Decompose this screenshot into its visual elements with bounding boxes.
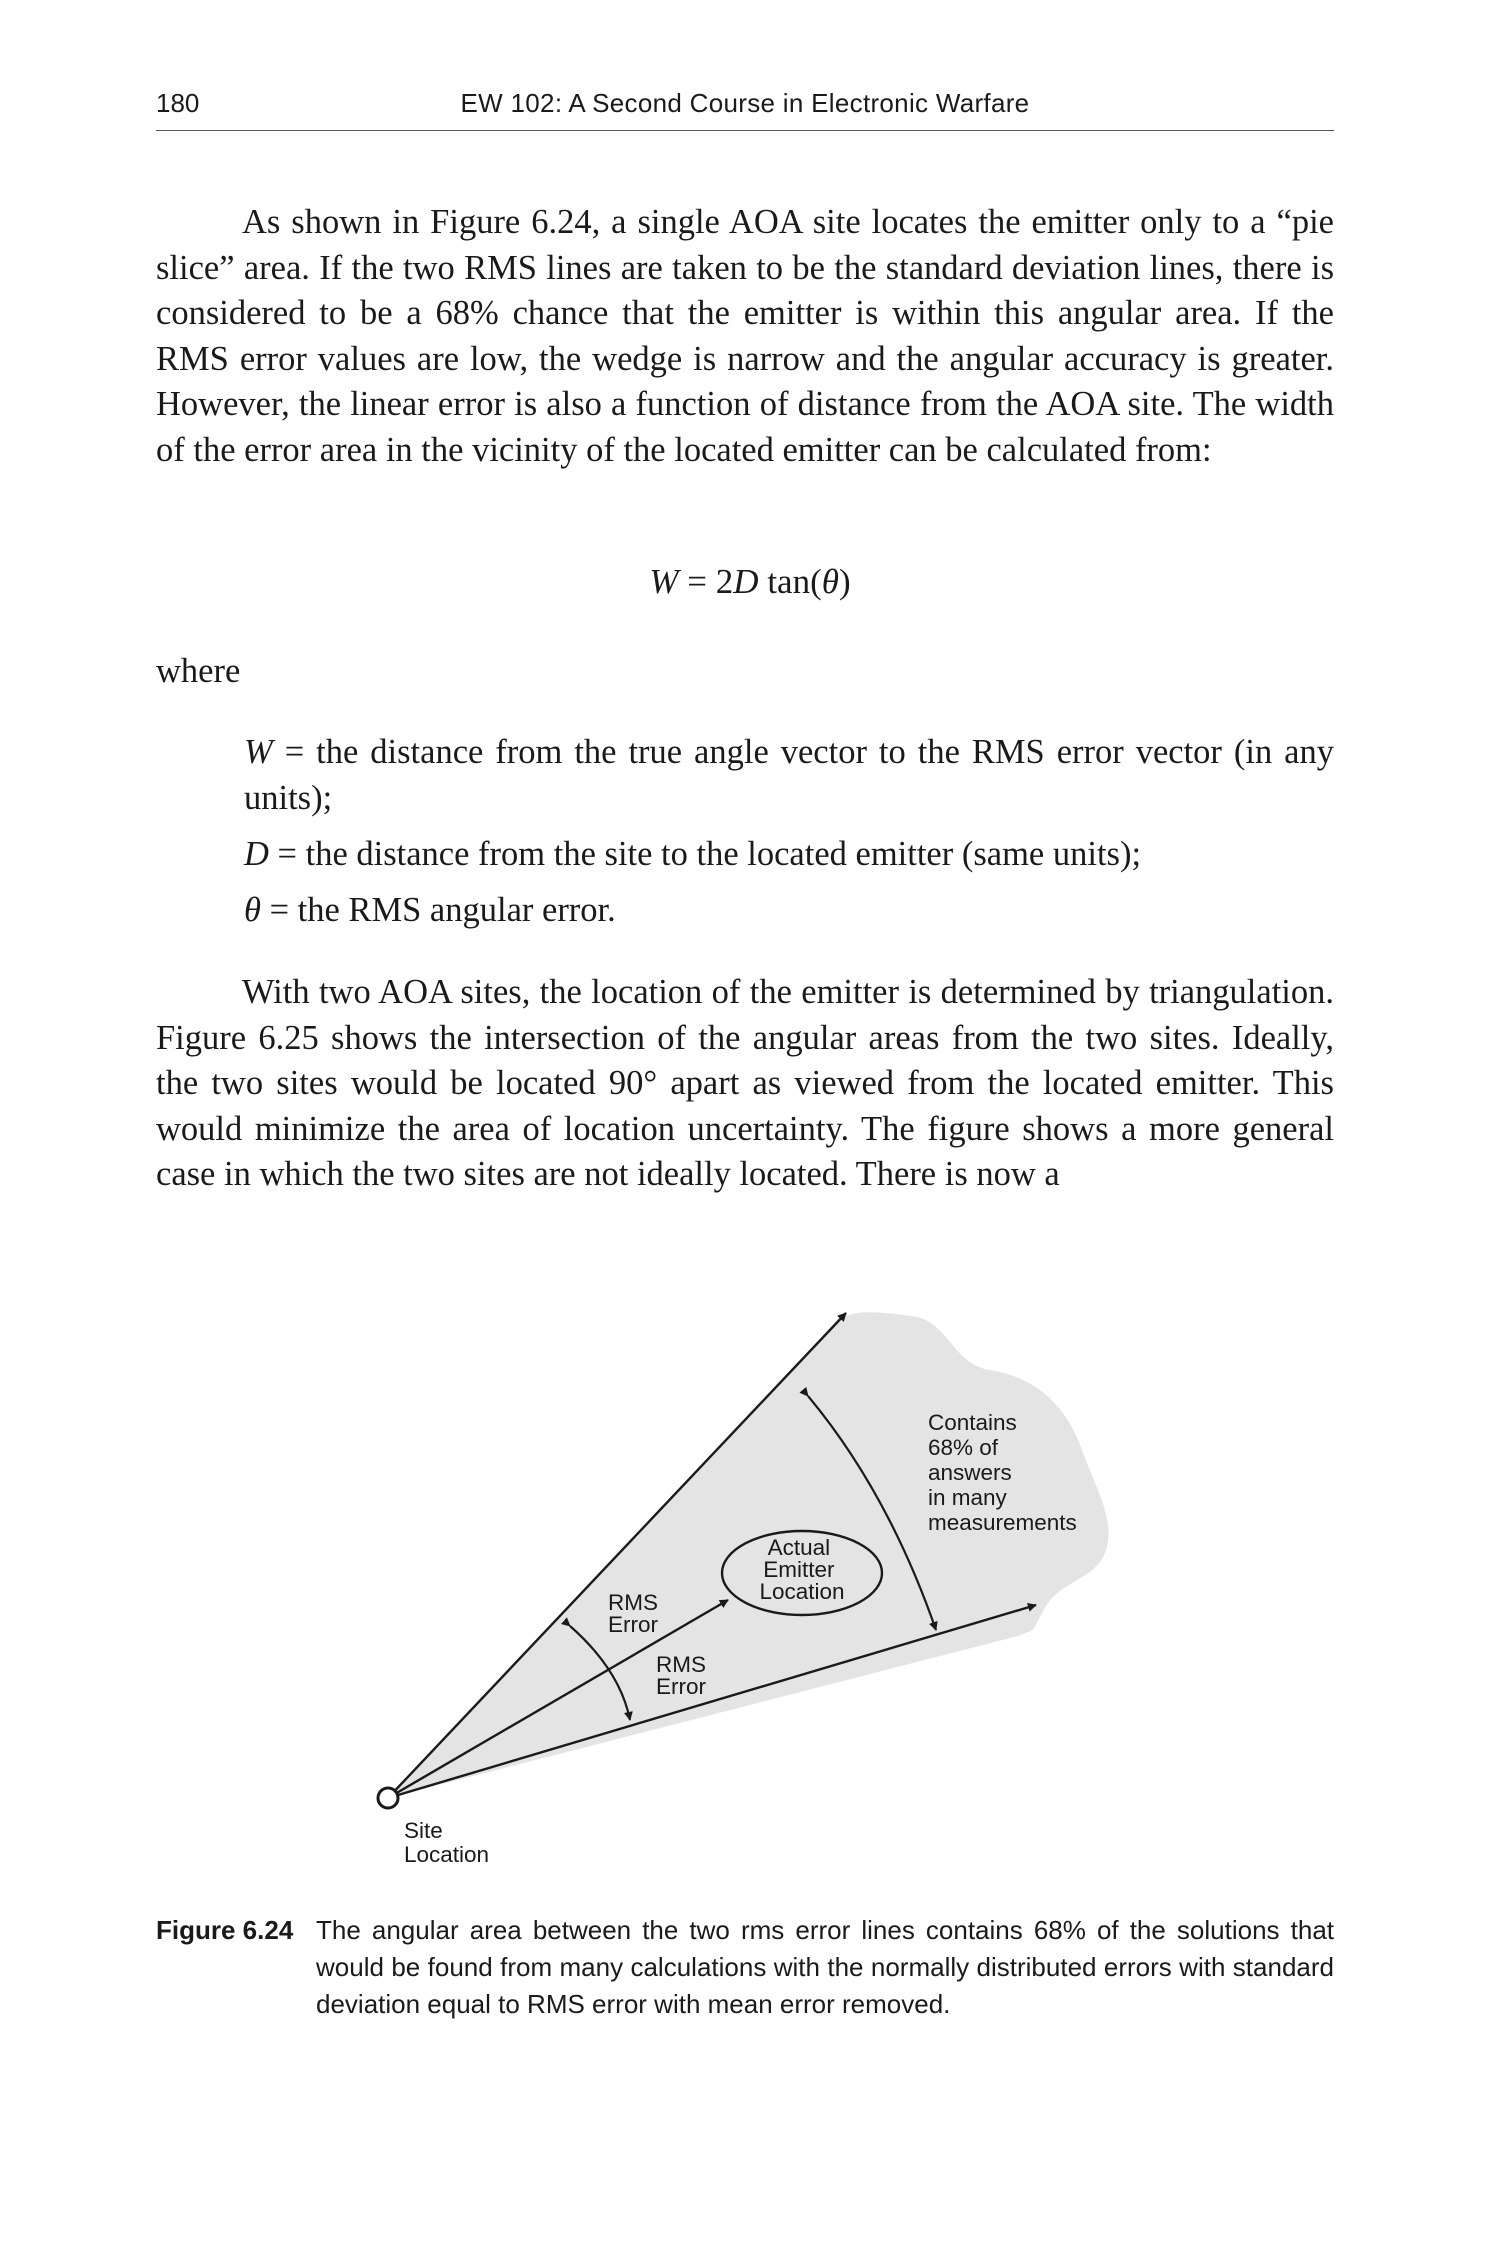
site-location-marker [378,1788,398,1808]
site-line-1: Site [404,1818,443,1843]
rms-upper-line-1: RMS [608,1590,658,1615]
actual-line-3: Location [759,1579,845,1604]
definition-d [244,832,1334,878]
equation-w: W [649,562,679,601]
where-label: where [156,652,241,690]
rms-lower-line-1: RMS [656,1652,706,1677]
paragraph-1 [156,200,1334,473]
book-title: EW 102: A Second Course in Electronic Warfare [460,88,1030,118]
caption-text: The angular area between the two rms error lines contains 68% of the solutions that would be found from many calculations with the normally distributed errors with standard deviation equal to RMS error with mean error removed. [316,1915,1334,2019]
contains-line-1: Contains [928,1410,1017,1435]
rms-error-label-upper [608,1590,664,1637]
contains-line-3: answers [928,1460,1012,1485]
paragraph-2-text: With two AOA sites, the location of the emitter is determined by triangulation. Figure 6.25 shows the intersection of the angular areas from the two sites. Ideally, the two sites would be located 90° apart as viewed from the located emitter. This would minimize the area of location uncertainty. The figure shows a more general case in which the two sites are not ideally located. There is now a [156,973,1334,1193]
definition-w-text: = the distance from the true angle vector to the RMS error vector (in any units); [244,733,1334,817]
equation-tan-close: ) [838,562,851,601]
equation-equals: = 2 [678,562,734,601]
actual-line-1: Actual [767,1535,831,1560]
equation-width [0,562,1500,602]
definition-theta-text: = the RMS angular error. [260,891,616,929]
error-area-shading [388,1312,1109,1798]
rms-lower-line-2: Error [656,1674,706,1699]
equation-tan-open: tan( [758,562,822,601]
definition-d-symbol: D [244,835,269,873]
figure-6-24 [0,1280,1500,1900]
site-location-label [404,1818,489,1867]
actual-emitter-label [759,1535,844,1604]
rms-error-label-lower [656,1652,712,1699]
definition-theta-symbol: θ [244,891,261,929]
site-line-2: Location [404,1842,490,1867]
equation-d: D [733,562,759,601]
definition-w [244,730,1334,821]
running-header [156,86,1334,131]
paragraph-1-text: As shown in Figure 6.24, a single AOA site locates the emitter only to a “pie slice” area. If the two RMS lines are taken to be the standard deviation lines, there is considered to be a 68% chance that the emitter is within this angular area. If the RMS error values are low, the wedge is narrow and the angular accuracy is greater. However, the linear error is also a function of distance from the AOA site. The width of the error area in the vicinity of the located emitter can be calculated from: [156,203,1334,469]
definition-theta [244,888,1334,934]
contains-line-2: 68% of [928,1435,999,1460]
definition-d-text: = the distance from the site to the located emitter (same units); [268,835,1142,873]
page-number: 180 [156,88,200,118]
equation-theta: θ [821,562,839,601]
paragraph-2 [156,970,1334,1198]
contains-line-5: measurements [928,1510,1077,1535]
caption-label: Figure 6.24 [156,1915,294,1945]
contains-line-4: in many [928,1485,1007,1510]
definition-w-symbol: W [244,733,273,771]
rms-upper-line-2: Error [608,1612,658,1637]
actual-line-2: Emitter [763,1557,835,1582]
